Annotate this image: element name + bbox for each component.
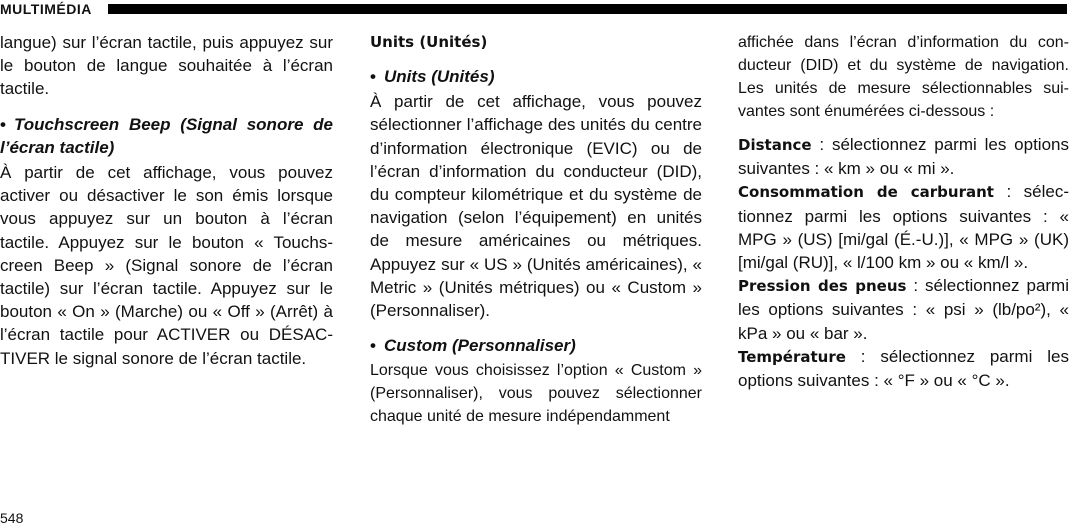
- term-label: Température: [738, 347, 846, 366]
- paragraph: langue) sur l’écran tactile, puis appuyez sur le bouton de langue souhaitée à l’écran tactile.: [0, 33, 333, 99]
- heading-units: Units (Unités): [384, 67, 495, 86]
- paragraph: Lorsque vous choisissez l’option « Custom » (Personnaliser), vous pouvez sélectionner chaque unité de mesure indépendamment: [370, 362, 702, 426]
- bullet-heading: [370, 334, 702, 357]
- heading-custom: Custom (Personnaliser): [384, 336, 576, 356]
- heading-touchscreen-beep: Touchscreen Beep (Signal sonore de l’écran tactile): [0, 114, 333, 157]
- paragraph: affichée dans l’écran d’information du conducteur (DID) et du système de navigation. Les unités de mesure sélectionnables suivantes sont énumérées ci-dessous :: [738, 34, 1069, 120]
- term-description: : sélectionnez parmi les options suivantes : « km » ou « mi ».: [738, 135, 1069, 179]
- column-middle: [370, 31, 702, 428]
- term-label: Consommation de carburant: [738, 183, 994, 202]
- term-label: Pression des pneus: [738, 277, 907, 296]
- column-right: [738, 31, 1069, 392]
- section-heading-units: Units (Unités): [370, 33, 488, 51]
- bullet-heading: [370, 65, 702, 88]
- term-description: : sélectionnez parmi les options suivantes : « MPG » (US) [mi/gal (É.-U.)], « MPG » (UK) [mi/gal (RU)], « l/100 km » ou « km/l ».: [738, 182, 1069, 273]
- unit-option-distance: [738, 133, 1069, 180]
- bullet-icon: •: [370, 336, 376, 356]
- term-label: Distance: [738, 136, 812, 154]
- term-description: : sélectionnez parmi les options suivantes : « °F » ou « °C ».: [738, 346, 1069, 391]
- bullet-icon: •: [370, 67, 376, 86]
- column-left: [0, 31, 333, 370]
- bullet-icon: •: [0, 114, 6, 134]
- term-description: : sélectionnez parmi les options suivantes : « psi » (lb/po²), « kPa » ou « bar ».: [738, 276, 1069, 343]
- bullet-heading: [0, 113, 333, 159]
- unit-option-pressure: [738, 274, 1069, 345]
- paragraph: À partir de cet affichage, vous pouvez sélectionner l’affichage des unités du centre d’information électronique (EVIC) ou de l’écran d’information du conducteur (DID), du compteur kilométrique et du système de navigation (selon l’équipement) en unités de mesure américaines ou métriques. Appuyez sur « US » (Unités américaines), « Metric » (Unités métriques) ou « Custom » (Personnaliser).: [370, 92, 702, 321]
- unit-option-temperature: [738, 345, 1069, 392]
- paragraph: À partir de cet affichage, vous pouvez activer ou désactiver le son émis lorsque vous appuyez sur un bouton à l’écran tactile. Appuyez sur le bouton « Touchscreen Beep » (Signal sonore de l’écran tactile) sur l’écran tactile. Appuyez sur le bouton « On » (Marche) ou « Off » (Arrêt) à l’écran tactile pour ACTIVER ou DÉSACTIVER le signal sonore de l’écran tactile.: [0, 163, 333, 368]
- unit-option-fuel: [738, 180, 1069, 274]
- header-rule: [108, 4, 1067, 14]
- page-number: 548: [0, 510, 24, 526]
- running-header: [0, 0, 1069, 18]
- section-title: MULTIMÉDIA: [0, 0, 100, 18]
